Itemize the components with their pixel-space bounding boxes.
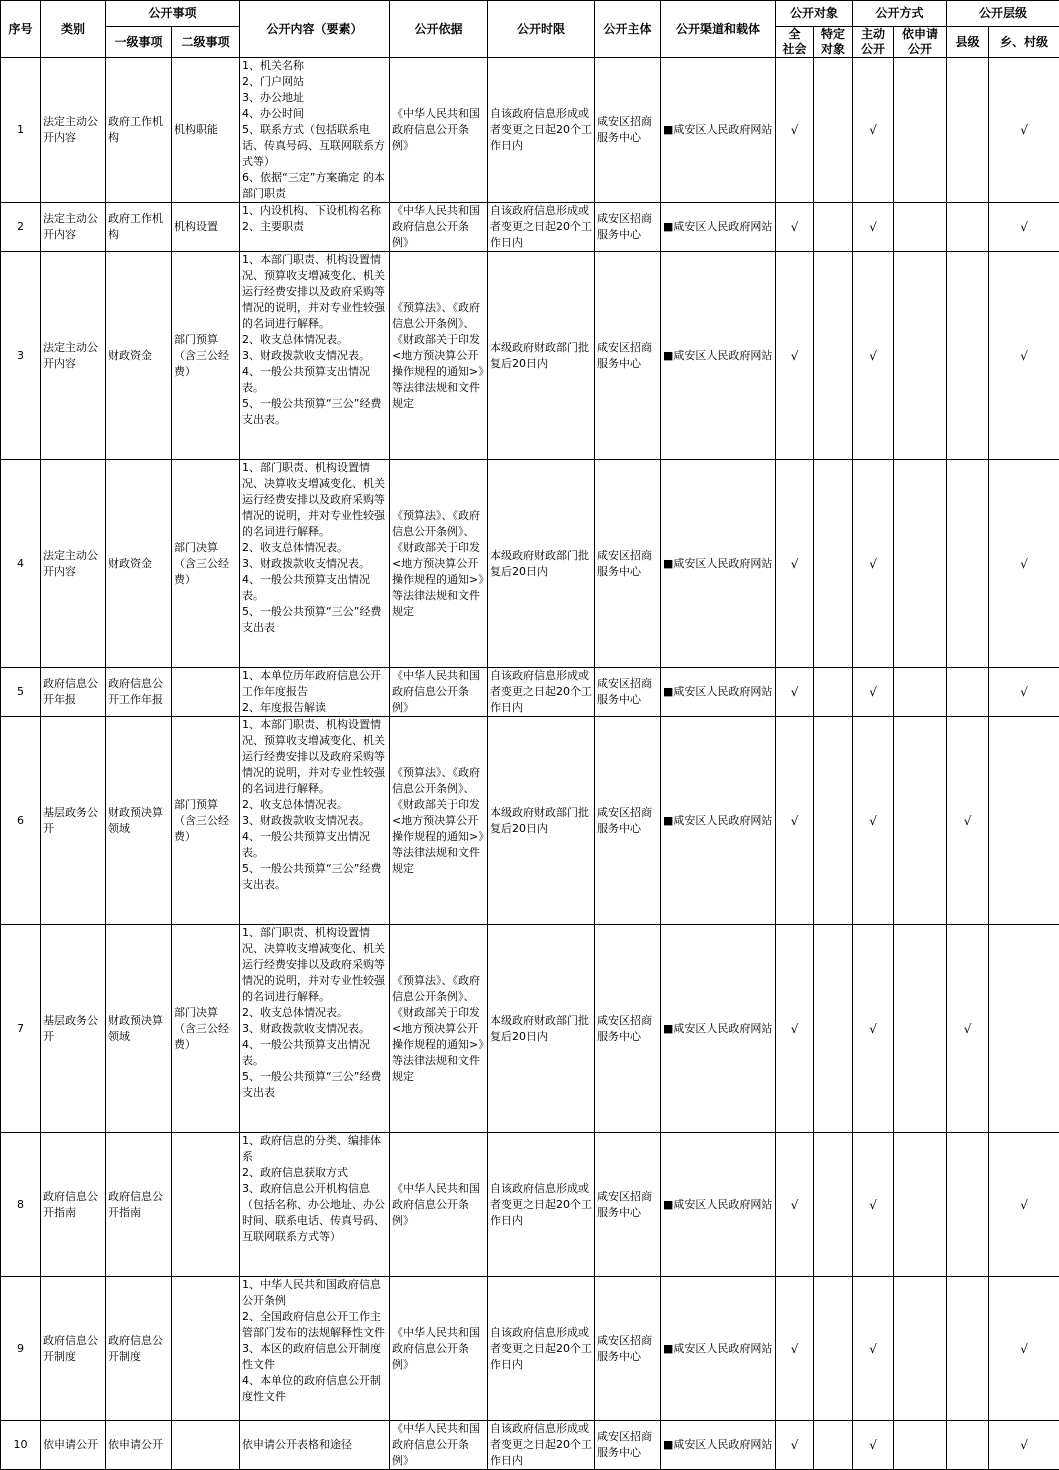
cell-timelimit: 自该政府信息形成或者变更之日起20个工作日内 xyxy=(488,203,595,252)
cell-level2: 机构职能 xyxy=(172,58,240,203)
header-tier-county: 县级 xyxy=(947,27,989,58)
check-method-apply xyxy=(894,1421,947,1470)
table-row xyxy=(1,1421,1059,1470)
cell-channel: ■咸安区人民政府网站 xyxy=(661,460,776,668)
cell-category: 基层政务公开 xyxy=(41,925,106,1133)
cell-seq: 9 xyxy=(1,1277,41,1421)
cell-content: 1、政府信息的分类、编排体系 2、政府信息获取方式 3、政府信息公开机构信息（包括名称、办公地址、办公时间、联系电话、传真号码、互联网联系方式等） xyxy=(240,1133,390,1277)
header-aud-specific: 特定 对象 xyxy=(814,27,853,58)
check-method-apply xyxy=(894,203,947,252)
cell-seq: 6 xyxy=(1,717,41,925)
check-method-apply xyxy=(894,252,947,460)
check-method-active: √ xyxy=(853,203,894,252)
check-aud-specific xyxy=(814,203,853,252)
cell-timelimit: 自该政府信息形成或者变更之日起20个工作日内 xyxy=(488,668,595,717)
check-method-active: √ xyxy=(853,1133,894,1277)
cell-basis: 《预算法》、《政府信息公开条例》、《财政部关于印发<地方预决算公开操作规程的通知>》等法律法规和文件规定 xyxy=(390,252,488,460)
check-aud-all: √ xyxy=(776,925,814,1133)
cell-channel: ■咸安区人民政府网站 xyxy=(661,925,776,1133)
cell-seq: 3 xyxy=(1,252,41,460)
cell-level1: 政府工作机构 xyxy=(106,203,172,252)
cell-content: 1、部门职责、机构设置情况、决算收支增减变化、机关运行经费安排以及政府采购等情况的说明，并对专业性较强的名词进行解释。 2、收支总体情况表。 3、财政拨款收支情况表。 4、一般公共预算支出情况表。 5、一般公共预算“三公”经费支出表 xyxy=(240,460,390,668)
header-matters: 公开事项 xyxy=(106,1,240,27)
check-method-active: √ xyxy=(853,460,894,668)
header-category: 类别 xyxy=(41,1,106,58)
cell-basis: 《中华人民共和国政府信息公开条例》 xyxy=(390,1133,488,1277)
check-method-active: √ xyxy=(853,58,894,203)
check-aud-all: √ xyxy=(776,1133,814,1277)
check-method-active: √ xyxy=(853,1421,894,1470)
check-method-active: √ xyxy=(853,925,894,1133)
header-subject: 公开主体 xyxy=(595,1,661,58)
cell-seq: 8 xyxy=(1,1133,41,1277)
header-timelimit: 公开时限 xyxy=(488,1,595,58)
check-aud-specific xyxy=(814,1133,853,1277)
cell-subject: 咸安区招商服务中心 xyxy=(595,58,661,203)
cell-timelimit: 自该政府信息形成或者变更之日起20个工作日内 xyxy=(488,1133,595,1277)
cell-channel: ■咸安区人民政府网站 xyxy=(661,58,776,203)
cell-subject: 咸安区招商服务中心 xyxy=(595,717,661,925)
check-tier-town: √ xyxy=(989,668,1059,717)
check-method-apply xyxy=(894,1133,947,1277)
table-row xyxy=(1,460,1059,668)
cell-seq: 4 xyxy=(1,460,41,668)
cell-category: 法定主动公开内容 xyxy=(41,252,106,460)
cell-subject: 咸安区招商服务中心 xyxy=(595,1421,661,1470)
check-tier-county xyxy=(947,203,989,252)
check-tier-county xyxy=(947,58,989,203)
cell-category: 依申请公开 xyxy=(41,1421,106,1470)
header-tier-town: 乡、村级 xyxy=(989,27,1059,58)
cell-content: 1、部门职责、机构设置情况、决算收支增减变化、机关运行经费安排以及政府采购等情况的说明，并对专业性较强的名词进行解释。 2、收支总体情况表。 3、财政拨款收支情况表。 4、一般公共预算支出情况表。 5、一般公共预算“三公”经费支出表 xyxy=(240,925,390,1133)
check-aud-specific xyxy=(814,1421,853,1470)
cell-timelimit: 自该政府信息形成或者变更之日起20个工作日内 xyxy=(488,1277,595,1421)
cell-basis: 《中华人民共和国政府信息公开条例》 xyxy=(390,58,488,203)
header-method-apply: 依申请 公开 xyxy=(894,27,947,58)
cell-timelimit: 自该政府信息形成或者变更之日起20个工作日内 xyxy=(488,58,595,203)
cell-basis: 《预算法》、《政府信息公开条例》、《财政部关于印发<地方预决算公开操作规程的通知>》等法律法规和文件规定 xyxy=(390,460,488,668)
cell-channel: ■咸安区人民政府网站 xyxy=(661,1277,776,1421)
cell-category: 法定主动公开内容 xyxy=(41,58,106,203)
check-tier-town xyxy=(989,925,1059,1133)
cell-timelimit: 本级政府财政部门批复后20日内 xyxy=(488,717,595,925)
cell-basis: 《中华人民共和国政府信息公开条例》 xyxy=(390,668,488,717)
cell-timelimit: 本级政府财政部门批复后20日内 xyxy=(488,460,595,668)
check-aud-all: √ xyxy=(776,717,814,925)
check-tier-town: √ xyxy=(989,58,1059,203)
check-tier-county xyxy=(947,1421,989,1470)
check-tier-county xyxy=(947,460,989,668)
cell-category: 法定主动公开内容 xyxy=(41,460,106,668)
check-tier-county xyxy=(947,252,989,460)
check-aud-specific xyxy=(814,1277,853,1421)
cell-level1: 财政预决算领域 xyxy=(106,925,172,1133)
check-aud-all: √ xyxy=(776,668,814,717)
cell-seq: 5 xyxy=(1,668,41,717)
check-aud-specific xyxy=(814,58,853,203)
cell-subject: 咸安区招商服务中心 xyxy=(595,252,661,460)
cell-level1: 财政预决算领域 xyxy=(106,717,172,925)
header-aud-all: 全 社会 xyxy=(776,27,814,58)
cell-basis: 《预算法》、《政府信息公开条例》、《财政部关于印发<地方预决算公开操作规程的通知>》等法律法规和文件规定 xyxy=(390,925,488,1133)
cell-category: 政府信息公开指南 xyxy=(41,1133,106,1277)
check-tier-county: √ xyxy=(947,925,989,1133)
check-aud-all: √ xyxy=(776,1421,814,1470)
check-tier-town: √ xyxy=(989,1421,1059,1470)
cell-content: 1、本部门职责、机构设置情况、预算收支增减变化、机关运行经费安排以及政府采购等情况的说明，并对专业性较强的名词进行解释。 2、收支总体情况表。 3、财政拨款收支情况表。 4、一般公共预算支出情况表。 5、一般公共预算“三公”经费支出表。 xyxy=(240,717,390,925)
header-basis: 公开依据 xyxy=(390,1,488,58)
cell-level1: 政府信息公开制度 xyxy=(106,1277,172,1421)
check-method-active: √ xyxy=(853,1277,894,1421)
cell-level2 xyxy=(172,1277,240,1421)
header-method: 公开方式 xyxy=(853,1,947,27)
header-level1: 一级事项 xyxy=(106,27,172,58)
check-method-apply xyxy=(894,58,947,203)
cell-seq: 10 xyxy=(1,1421,41,1470)
table-row xyxy=(1,58,1059,203)
check-method-active: √ xyxy=(853,252,894,460)
cell-channel: ■咸安区人民政府网站 xyxy=(661,668,776,717)
check-aud-specific xyxy=(814,717,853,925)
cell-subject: 咸安区招商服务中心 xyxy=(595,1133,661,1277)
check-tier-town: √ xyxy=(989,252,1059,460)
check-aud-all: √ xyxy=(776,58,814,203)
cell-level1: 政府信息公开工作年报 xyxy=(106,668,172,717)
check-aud-specific xyxy=(814,460,853,668)
table-row xyxy=(1,925,1059,1133)
cell-level2: 部门预算（含三公经费） xyxy=(172,717,240,925)
cell-subject: 咸安区招商服务中心 xyxy=(595,668,661,717)
cell-level1: 财政资金 xyxy=(106,252,172,460)
table-row xyxy=(1,717,1059,925)
check-tier-town xyxy=(989,717,1059,925)
check-aud-all: √ xyxy=(776,252,814,460)
cell-seq: 2 xyxy=(1,203,41,252)
cell-basis: 《预算法》、《政府信息公开条例》、《财政部关于印发<地方预决算公开操作规程的通知>》等法律法规和文件规定 xyxy=(390,717,488,925)
check-method-active: √ xyxy=(853,717,894,925)
cell-level2: 部门决算（含三公经费） xyxy=(172,460,240,668)
check-method-apply xyxy=(894,460,947,668)
check-aud-specific xyxy=(814,925,853,1133)
table-row xyxy=(1,1133,1059,1277)
header-tier: 公开层级 xyxy=(947,1,1059,27)
check-tier-county xyxy=(947,1277,989,1421)
cell-category: 基层政务公开 xyxy=(41,717,106,925)
cell-level1: 财政资金 xyxy=(106,460,172,668)
header-method-active: 主动 公开 xyxy=(853,27,894,58)
check-tier-county xyxy=(947,668,989,717)
check-tier-town: √ xyxy=(989,1277,1059,1421)
cell-level2: 部门预算（含三公经费） xyxy=(172,252,240,460)
cell-category: 法定主动公开内容 xyxy=(41,203,106,252)
cell-channel: ■咸安区人民政府网站 xyxy=(661,203,776,252)
cell-level2 xyxy=(172,668,240,717)
cell-category: 政府信息公开年报 xyxy=(41,668,106,717)
check-aud-all: √ xyxy=(776,460,814,668)
header-level2: 二级事项 xyxy=(172,27,240,58)
cell-subject: 咸安区招商服务中心 xyxy=(595,460,661,668)
table-row xyxy=(1,203,1059,252)
cell-channel: ■咸安区人民政府网站 xyxy=(661,717,776,925)
cell-content: 1、中华人民共和国政府信息公开条例 2、全国政府信息公开工作主管部门发布的法规解释性文件 3、本区的政府信息公开制度性文件 4、本单位的政府信息公开制度性文件 xyxy=(240,1277,390,1421)
check-tier-town: √ xyxy=(989,460,1059,668)
cell-level2 xyxy=(172,1133,240,1277)
cell-basis: 《中华人民共和国政府信息公开条例》 xyxy=(390,203,488,252)
check-aud-specific xyxy=(814,252,853,460)
cell-content: 1、内设机构、下设机构名称 2、主要职责 xyxy=(240,203,390,252)
cell-level1: 依申请公开 xyxy=(106,1421,172,1470)
cell-channel: ■咸安区人民政府网站 xyxy=(661,1133,776,1277)
check-tier-county xyxy=(947,1133,989,1277)
cell-subject: 咸安区招商服务中心 xyxy=(595,925,661,1133)
cell-timelimit: 本级政府财政部门批复后20日内 xyxy=(488,252,595,460)
cell-subject: 咸安区招商服务中心 xyxy=(595,203,661,252)
check-aud-specific xyxy=(814,668,853,717)
cell-level2 xyxy=(172,1421,240,1470)
cell-channel: ■咸安区人民政府网站 xyxy=(661,252,776,460)
table-row xyxy=(1,668,1059,717)
cell-content: 依申请公开表格和途径 xyxy=(240,1421,390,1470)
table-row xyxy=(1,1277,1059,1421)
cell-timelimit: 本级政府财政部门批复后20日内 xyxy=(488,925,595,1133)
check-tier-town: √ xyxy=(989,203,1059,252)
check-tier-county: √ xyxy=(947,717,989,925)
cell-content: 1、本部门职责、机构设置情况、预算收支增减变化、机关运行经费安排以及政府采购等情况的说明，并对专业性较强的名词进行解释。 2、收支总体情况表。 3、财政拨款收支情况表。 4、一般公共预算支出情况表。 5、一般公共预算“三公”经费支出表。 xyxy=(240,252,390,460)
table-row xyxy=(1,252,1059,460)
cell-level1: 政府信息公开指南 xyxy=(106,1133,172,1277)
header-seq: 序号 xyxy=(1,1,41,58)
check-aud-all: √ xyxy=(776,1277,814,1421)
header-audience: 公开对象 xyxy=(776,1,853,27)
check-aud-all: √ xyxy=(776,203,814,252)
cell-seq: 1 xyxy=(1,58,41,203)
cell-seq: 7 xyxy=(1,925,41,1133)
cell-level2: 部门决算（含三公经费） xyxy=(172,925,240,1133)
check-tier-town: √ xyxy=(989,1133,1059,1277)
cell-basis: 《中华人民共和国政府信息公开条例》 xyxy=(390,1421,488,1470)
check-method-active: √ xyxy=(853,668,894,717)
cell-category: 政府信息公开制度 xyxy=(41,1277,106,1421)
cell-content: 1、机关名称 2、门户网站 3、办公地址 4、办公时间 5、联系方式（包括联系电话、传真号码、互联网联系方式等） 6、依据“三定”方案确定 的本部门职责 xyxy=(240,58,390,203)
cell-channel: ■咸安区人民政府网站 xyxy=(661,1421,776,1470)
cell-basis: 《中华人民共和国政府信息公开条例》 xyxy=(390,1277,488,1421)
header-channel: 公开渠道和载体 xyxy=(661,1,776,58)
cell-subject: 咸安区招商服务中心 xyxy=(595,1277,661,1421)
check-method-apply xyxy=(894,925,947,1133)
cell-content: 1、本单位历年政府信息公开工作年度报告 2、年度报告解读 xyxy=(240,668,390,717)
header-content: 公开内容（要素） xyxy=(240,1,390,58)
check-method-apply xyxy=(894,1277,947,1421)
cell-level1: 政府工作机构 xyxy=(106,58,172,203)
cell-level2: 机构设置 xyxy=(172,203,240,252)
check-method-apply xyxy=(894,717,947,925)
check-method-apply xyxy=(894,668,947,717)
cell-timelimit: 自该政府信息形成或者变更之日起20个工作日内 xyxy=(488,1421,595,1470)
